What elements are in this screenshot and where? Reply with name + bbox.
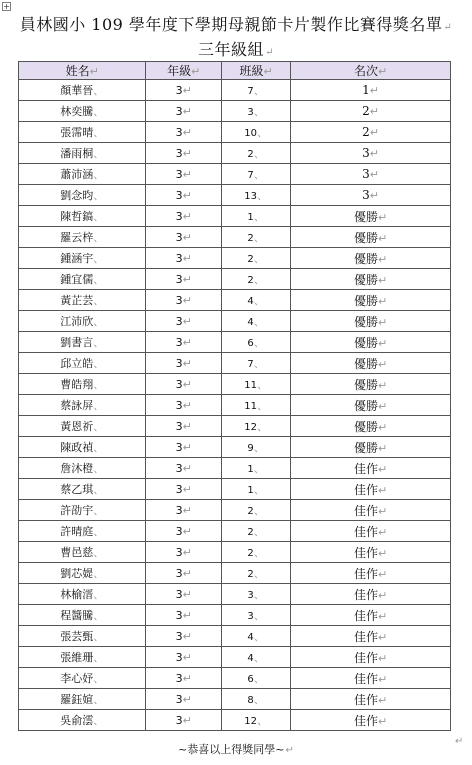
cell-rank: 2↵ [291,101,451,122]
table-row [19,500,451,521]
cell-class: 2、 [222,248,291,269]
cell-rank: 優勝↵ [291,269,451,290]
cell-class: 13、 [222,185,291,206]
cell-rank: 佳作↵ [291,710,451,731]
cell-class: 11、 [222,395,291,416]
table-row [19,668,451,689]
cell-rank: 優勝↵ [291,374,451,395]
paragraph-mark-icon: ↵ [455,736,464,747]
cell-class: 2、 [222,269,291,290]
cell-name: 羅云梓、 [19,227,146,248]
cell-rank: 佳作↵ [291,500,451,521]
cell-name: 顏華晉、 [19,80,146,101]
cell-name: 黃芷芸、 [19,290,146,311]
table-row [19,689,451,710]
cell-rank: 優勝↵ [291,311,451,332]
cell-grade: 3↵ [146,542,222,563]
paragraph-mark-icon: ↵ [265,47,274,58]
cell-name: 張芸甄、 [19,626,146,647]
cell-name: 林奕騰、 [19,101,146,122]
table-row [19,542,451,563]
cell-rank: 優勝↵ [291,437,451,458]
table-row [19,80,451,101]
cell-class: 2、 [222,542,291,563]
cell-class: 12、 [222,416,291,437]
cell-rank: 優勝↵ [291,395,451,416]
table-row [19,185,451,206]
cell-grade: 3↵ [146,437,222,458]
table-row [19,269,451,290]
cell-grade: 3↵ [146,500,222,521]
cell-grade: 3↵ [146,647,222,668]
cell-rank: 佳作↵ [291,542,451,563]
cell-grade: 3↵ [146,416,222,437]
cell-class: 4、 [222,290,291,311]
cell-class: 7、 [222,164,291,185]
cell-rank: 佳作↵ [291,668,451,689]
cell-class: 3、 [222,605,291,626]
table-row [19,143,451,164]
table-row [19,458,451,479]
cell-rank: 佳作↵ [291,584,451,605]
cell-rank: 優勝↵ [291,353,451,374]
cell-class: 7、 [222,80,291,101]
cell-name: 羅鈺媗、 [19,689,146,710]
cell-grade: 3↵ [146,311,222,332]
cell-rank: 佳作↵ [291,626,451,647]
cell-grade: 3↵ [146,626,222,647]
cell-name: 潘雨桐、 [19,143,146,164]
cell-grade: 3↵ [146,374,222,395]
cell-grade: 3↵ [146,689,222,710]
cell-name: 吳俞澐、 [19,710,146,731]
header-class: 班級↵ [222,62,291,80]
cell-rank: 1↵ [291,80,451,101]
cell-name: 劉念昀、 [19,185,146,206]
table-row [19,437,451,458]
cell-name: 張維珊、 [19,647,146,668]
cell-name: 蔡詠屏、 [19,395,146,416]
cell-grade: 3↵ [146,206,222,227]
cell-grade: 3↵ [146,479,222,500]
cell-name: 李心妤、 [19,668,146,689]
cell-class: 7、 [222,353,291,374]
cell-grade: 3↵ [146,185,222,206]
cell-grade: 3↵ [146,290,222,311]
cell-name: 程醬騰、 [19,605,146,626]
table-row [19,206,451,227]
table-row [19,521,451,542]
header-rank: 名次↵ [291,62,451,80]
table-row [19,164,451,185]
cell-rank: 優勝↵ [291,290,451,311]
table-row [19,647,451,668]
cell-class: 3、 [222,584,291,605]
cell-class: 3、 [222,101,291,122]
cell-name: 劉書言、 [19,332,146,353]
cell-class: 1、 [222,458,291,479]
cell-class: 1、 [222,479,291,500]
table-row [19,290,451,311]
table-row [19,353,451,374]
cell-name: 江沛欣、 [19,311,146,332]
table-row [19,710,451,731]
cell-name: 鍾涵宇、 [19,248,146,269]
cell-name: 黃恩祈、 [19,416,146,437]
cell-class: 10、 [222,122,291,143]
table-row [19,248,451,269]
cell-class: 8、 [222,689,291,710]
table-row [19,311,451,332]
table-row [19,605,451,626]
cell-grade: 3↵ [146,563,222,584]
cell-name: 曹邑慈、 [19,542,146,563]
cell-class: 2、 [222,563,291,584]
table-row [19,374,451,395]
cell-grade: 3↵ [146,521,222,542]
cell-grade: 3↵ [146,122,222,143]
document-title: 員林國小 109 學年度下學期母親節卡片製作比賽得獎名單↵ [19,15,453,34]
table-row [19,395,451,416]
cell-grade: 3↵ [146,668,222,689]
cell-grade: 3↵ [146,395,222,416]
cell-grade: 3↵ [146,227,222,248]
cell-class: 4、 [222,647,291,668]
cell-name: 陳哲鎬、 [19,206,146,227]
cell-name: 劉芯媞、 [19,563,146,584]
table-row [19,101,451,122]
footer-note: ~恭喜以上得獎同學~↵ [178,743,294,756]
cell-rank: 2↵ [291,122,451,143]
header-grade: 年級↵ [146,62,222,80]
cell-class: 6、 [222,668,291,689]
cell-rank: 佳作↵ [291,458,451,479]
cell-name: 蔡乙琪、 [19,479,146,500]
cell-rank: 優勝↵ [291,416,451,437]
cell-rank: 優勝↵ [291,332,451,353]
cell-rank: 3↵ [291,164,451,185]
cell-name: 鍾宜儒、 [19,269,146,290]
cell-class: 6、 [222,332,291,353]
cell-name: 詹沐橙、 [19,458,146,479]
cell-rank: 優勝↵ [291,206,451,227]
cell-name: 陳政禎、 [19,437,146,458]
cell-name: 許晴庭、 [19,521,146,542]
cell-grade: 3↵ [146,458,222,479]
cell-grade: 3↵ [146,101,222,122]
cell-grade: 3↵ [146,164,222,185]
cell-class: 11、 [222,374,291,395]
cell-name: 張霈晴、 [19,122,146,143]
cell-class: 4、 [222,311,291,332]
cell-class: 4、 [222,626,291,647]
table-row [19,479,451,500]
cell-grade: 3↵ [146,80,222,101]
cell-rank: 佳作↵ [291,479,451,500]
cell-rank: 3↵ [291,185,451,206]
cell-class: 2、 [222,521,291,542]
cell-grade: 3↵ [146,353,222,374]
cell-class: 9、 [222,437,291,458]
table-row [19,416,451,437]
cell-rank: 優勝↵ [291,248,451,269]
paragraph-mark-icon: ↵ [443,22,453,33]
cell-grade: 3↵ [146,248,222,269]
cell-grade: 3↵ [146,710,222,731]
cell-rank: 佳作↵ [291,689,451,710]
cell-grade: 3↵ [146,605,222,626]
table-row [19,563,451,584]
table-row [19,122,451,143]
table-row [19,626,451,647]
cell-rank: 3↵ [291,143,451,164]
table-header-row [19,62,451,80]
cell-rank: 佳作↵ [291,521,451,542]
cell-grade: 3↵ [146,143,222,164]
cell-rank: 優勝↵ [291,227,451,248]
table-row [19,584,451,605]
cell-grade: 3↵ [146,584,222,605]
header-name: 姓名↵ [19,62,146,80]
cell-name: 林榆溍、 [19,584,146,605]
paragraph-mark-icon: ↵ [285,745,294,756]
award-table [18,61,451,731]
cell-name: 曹皓翔、 [19,374,146,395]
cell-class: 2、 [222,143,291,164]
cell-name: 邱立皓、 [19,353,146,374]
cell-name: 蕭沛涵、 [19,164,146,185]
document-subtitle: 三年級組↵ [198,40,274,59]
cell-rank: 佳作↵ [291,605,451,626]
table-row [19,332,451,353]
cell-class: 2、 [222,500,291,521]
cell-class: 12、 [222,710,291,731]
table-move-handle-icon[interactable]: + [3,2,10,11]
cell-rank: 佳作↵ [291,647,451,668]
cell-name: 許劭宇、 [19,500,146,521]
cell-rank: 佳作↵ [291,563,451,584]
cell-grade: 3↵ [146,269,222,290]
table-row [19,227,451,248]
cell-grade: 3↵ [146,332,222,353]
cell-class: 1、 [222,206,291,227]
cell-class: 2、 [222,227,291,248]
